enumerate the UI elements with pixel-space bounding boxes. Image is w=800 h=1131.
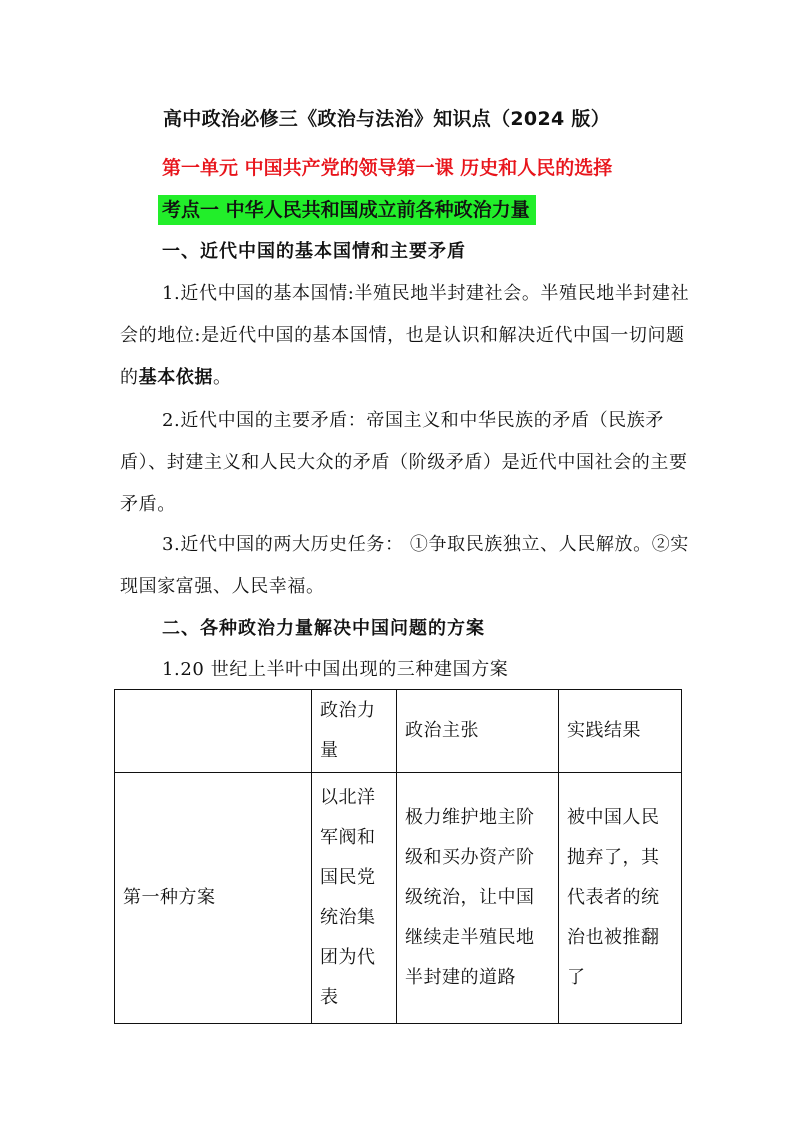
section1-item2: 2.近代中国的主要矛盾：帝国主义和中华民族的矛盾（民族矛盾）、封建主义和人民大众的矛盾（阶级矛盾）是近代中国社会的主要矛盾。: [120, 410, 688, 515]
section1-item1: [120, 273, 696, 399]
section1-item3: 3.近代中国的两大历史任务： ①争取民族独立、人民解放。②实现国家富强、人民幸福。: [120, 534, 689, 597]
cell-force: 以北洋军阀和国民党统治集团为代表: [312, 773, 397, 1024]
item1-text: 1.近代中国的基本国情:半殖民地半封建社会。半殖民地半封建社会的地位:是近代中国的基本国情，也是认识和解决近代中国一切问题的: [120, 283, 690, 388]
cell-result: 被中国人民抛弃了，其代表者的统治也被推翻了: [559, 773, 682, 1024]
document-title: 高中政治必修三《政治与法治》知识点（2024 版）: [163, 108, 610, 130]
unit-heading: 第一单元 中国共产党的领导第一课 历史和人民的选择: [162, 157, 613, 179]
table-header-row: [115, 690, 682, 773]
header-cell-empty: [115, 690, 312, 773]
header-cell-result: 实践结果: [559, 690, 682, 773]
item1-bold: 基本依据: [138, 367, 214, 388]
table-caption: 1.20 世纪上半叶中国出现的三种建国方案: [162, 659, 509, 680]
exam-point-heading: 考点一 中华人民共和国成立前各种政治力量: [158, 195, 536, 225]
section1-heading: 一、近代中国的基本国情和主要矛盾: [162, 241, 466, 262]
cell-claim: 极力维护地主阶级和买办资产阶级统治，让中国继续走半殖民地半封建的道路: [397, 773, 559, 1024]
item1-end: 。: [213, 367, 232, 388]
plans-table: [114, 689, 682, 1024]
table-row: [115, 773, 682, 1024]
section2-heading: 二、各种政治力量解决中国问题的方案: [162, 618, 485, 639]
header-cell-force: 政治力量: [312, 690, 397, 773]
cell-plan: 第一种方案: [115, 773, 312, 1024]
header-cell-claim: 政治主张: [397, 690, 559, 773]
